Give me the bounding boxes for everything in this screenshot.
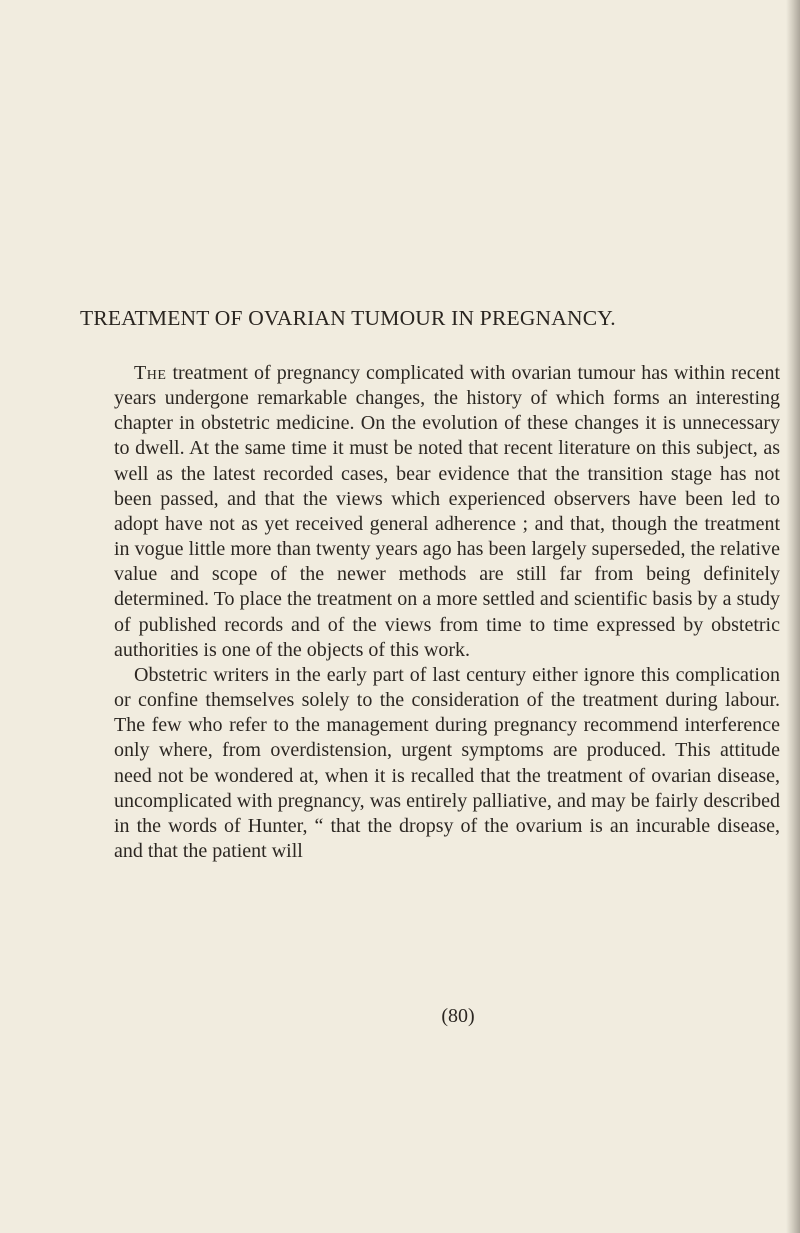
chapter-heading: TREATMENT OF OVARIAN TUMOUR IN PREGNANCY. <box>80 306 616 330</box>
page-edge-shadow <box>786 0 800 1233</box>
paragraph-lead-word: The <box>134 362 167 384</box>
paragraph-1-text: treatment of pregnancy complicated with ovarian tumour has within recent years undergone remarkable changes, the history of which forms an interesting chapter in obstetric medicine. On the evolution of these changes it is unnecessary to dwell. At the same time it must be noted that recent literature on this subject, as well as the latest recorded cases, bear evidence that the transition stage has not been passed, and that the views which experienced observers have been led to adopt have not as yet received general adherence ; and that, though the treatment in vogue little more than twenty years ago has been largely superseded, the relative value and scope of the newer methods are still far from being definitely determined. To place the treatment on a more settled and scientific basis by a study of published records and of the views from time to time expressed by obstetric authorities is one of the objects of this work. <box>114 362 780 661</box>
body-text <box>114 361 780 864</box>
paragraph-1 <box>114 361 780 663</box>
page-number: (80) <box>441 1005 475 1027</box>
paragraph-2: Obstetric writers in the early part of last century either ignore this complication or confine themselves solely to the consideration of the treatment during labour. The few who refer to the management during pregnancy recommend interference only where, from overdistension, urgent symptoms are produced. This attitude need not be wondered at, when it is recalled that the treatment of ovarian disease, uncomplicated with pregnancy, was entirely palliative, and may be fairly described in the words of Hunter, “ that the dropsy of the ovarium is an incurable disease, and that the patient will <box>114 663 780 862</box>
